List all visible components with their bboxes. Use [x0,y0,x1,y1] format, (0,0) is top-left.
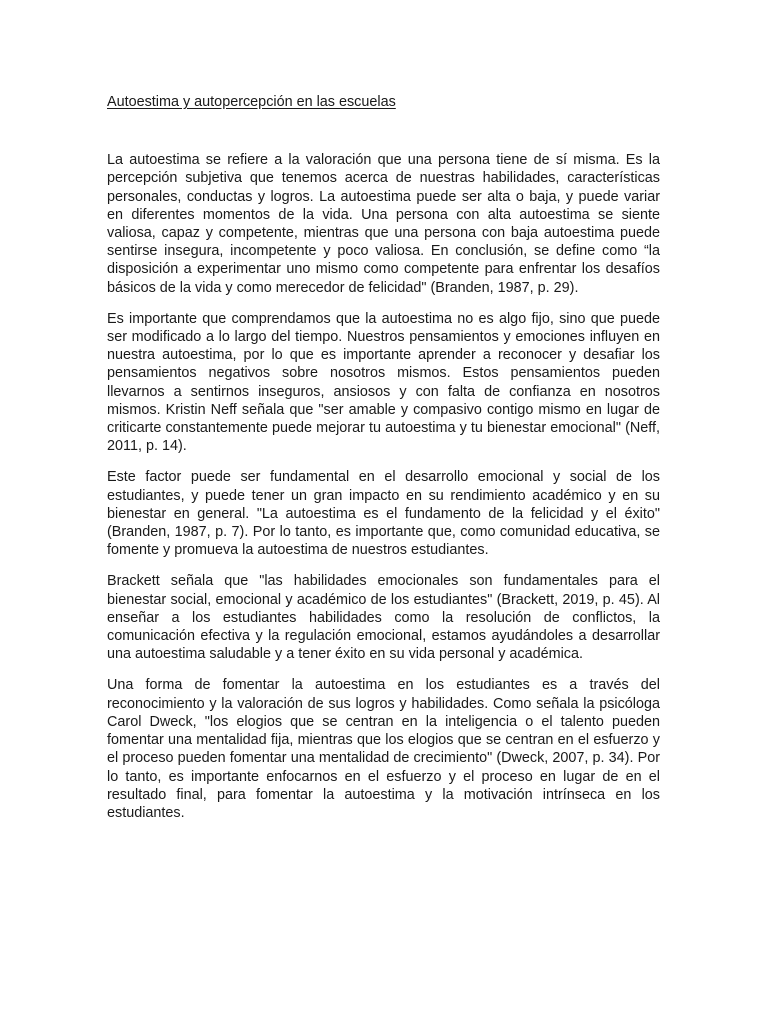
paragraph-5: Una forma de fomentar la autoestima en los estudiantes es a través del reconocimiento y la valoración de sus logros y habilidades. Como señala la psicóloga Carol Dweck, "los elogios que se centran en la inteligencia o el talento pueden fomentar una mentalidad fija, mientras que los elogios que se centran en el esfuerzo y el proceso pueden fomentar una mentalidad de crecimiento" (Dweck, 2007, p. 34). Por lo tanto, es importante enfocarnos en el esfuerzo y el proceso en lugar de en el resultado final, para fomentar la autoestima y la motivación intrínseca en los estudiantes. [107,677,660,821]
paragraph-4: Brackett señala que "las habilidades emocionales son fundamentales para el bienestar social, emocional y académico de los estudiantes" (Brackett, 2019, p. 45). Al enseñar a los estudiantes habilidades como la resolución de conflictos, la comunicación efectiva y la regulación emocional, estamos ayudándoles a desarrollar una autoestima saludable y a tener éxito en su vida personal y académica. [107,573,660,663]
document-body [107,93,660,835]
paragraph-1: La autoestima se refiere a la valoración que una persona tiene de sí misma. Es la percepción subjetiva que tenemos acerca de nuestras habilidades, características personales, conductas y logros. La autoestima puede ser alta o baja, y puede variar en diferentes momentos de la vida. Una persona con alta autoestima se siente valiosa, capaz y competente, mientras que una persona con baja autoestima puede sentirse insegura, incompetente y poco valiosa. En conclusión, se define como “la disposición a experimentar uno mismo como competente para enfrentar los desafíos básicos de la vida y como merecedor de felicidad" (Branden, 1987, p. 29). [107,152,660,296]
paragraph-3: Este factor puede ser fundamental en el desarrollo emocional y social de los estudiantes, y puede tener un gran impacto en su rendimiento académico y en su bienestar en general. "La autoestima es el fundamento de la felicidad y el éxito" (Branden, 1987, p. 7). Por lo tanto, es importante que, como comunidad educativa, se fomente y promueva la autoestima de nuestros estudiantes. [107,469,660,559]
paragraph-2: Es importante que comprendamos que la autoestima no es algo fijo, sino que puede ser modificado a lo largo del tiempo. Nuestros pensamientos y emociones influyen en nuestra autoestima, por lo que es importante aprender a reconocer y desafiar los pensamientos negativos sobre nosotros mismos. Estos pensamientos pueden llevarnos a sentirnos inseguros, ansiosos y con falta de confianza en nosotros mismos. Kristin Neff señala que "ser amable y compasivo contigo mismo en lugar de criticarte constantemente puede mejorar tu autoestima y tu bienestar emocional" (Neff, 2011, p. 14). [107,310,660,455]
document-title: Autoestima y autopercepción en las escuelas [107,94,396,110]
